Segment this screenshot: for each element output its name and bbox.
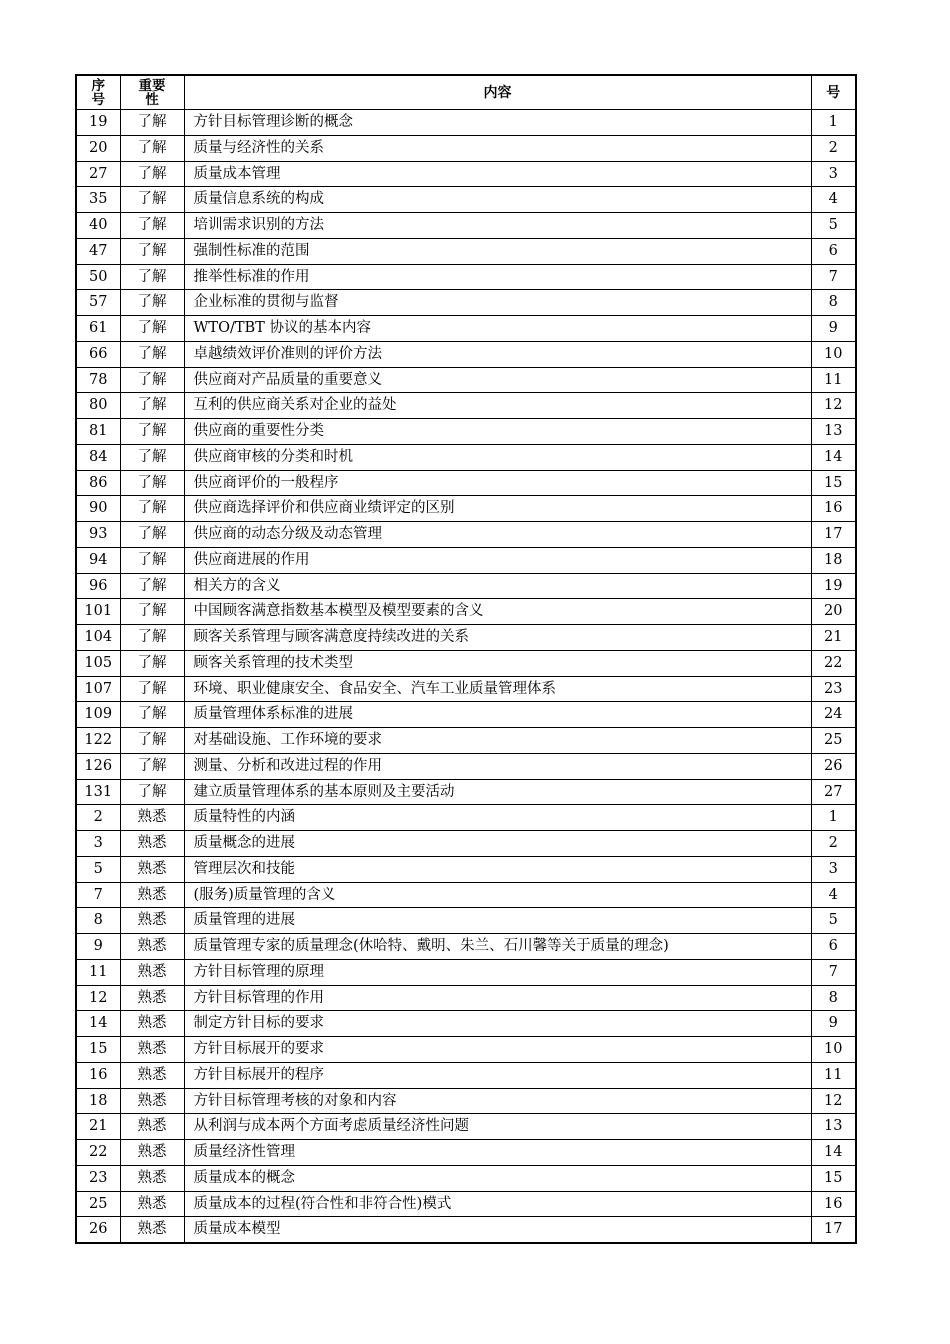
- row-content-cell: 企业标准的贯彻与监督: [184, 290, 811, 316]
- table-row: [76, 161, 856, 187]
- row-index-cell: 27: [76, 161, 120, 187]
- row-index-cell: 47: [76, 238, 120, 264]
- header-importance: [120, 75, 184, 110]
- row-importance-cell: 了解: [120, 444, 184, 470]
- row-number-cell: 10: [811, 1037, 856, 1063]
- row-importance-cell: 了解: [120, 393, 184, 419]
- row-importance-cell: 了解: [120, 753, 184, 779]
- row-importance-cell: 熟悉: [120, 1114, 184, 1140]
- row-importance-cell: 熟悉: [120, 831, 184, 857]
- table-row: [76, 882, 856, 908]
- row-content-cell: 质量概念的进展: [184, 831, 811, 857]
- row-content-cell: 建立质量管理体系的基本原则及主要活动: [184, 779, 811, 805]
- row-content-cell: 培训需求识别的方法: [184, 213, 811, 239]
- row-number-cell: 1: [811, 805, 856, 831]
- row-number-cell: 11: [811, 1062, 856, 1088]
- row-number-cell: 2: [811, 135, 856, 161]
- row-content-cell: 质量成本模型: [184, 1217, 811, 1243]
- table-row: [76, 496, 856, 522]
- row-number-cell: 14: [811, 444, 856, 470]
- row-index-cell: 50: [76, 264, 120, 290]
- row-importance-cell: 了解: [120, 547, 184, 573]
- header-number: 号: [811, 75, 856, 110]
- row-index-cell: 101: [76, 599, 120, 625]
- row-number-cell: 6: [811, 238, 856, 264]
- row-importance-cell: 熟悉: [120, 1062, 184, 1088]
- table-row: [76, 728, 856, 754]
- table-row: [76, 702, 856, 728]
- row-number-cell: 16: [811, 1191, 856, 1217]
- table-row: [76, 1191, 856, 1217]
- row-importance-cell: 了解: [120, 264, 184, 290]
- table-row: [76, 1037, 856, 1063]
- table-row: [76, 1062, 856, 1088]
- row-content-cell: 质量成本的概念: [184, 1165, 811, 1191]
- table-row: [76, 625, 856, 651]
- row-index-cell: 93: [76, 522, 120, 548]
- row-importance-cell: 了解: [120, 470, 184, 496]
- table-row: [76, 522, 856, 548]
- row-importance-cell: 了解: [120, 316, 184, 342]
- row-importance-cell: 了解: [120, 290, 184, 316]
- row-number-cell: 2: [811, 831, 856, 857]
- row-index-cell: 80: [76, 393, 120, 419]
- row-index-cell: 20: [76, 135, 120, 161]
- row-number-cell: 13: [811, 1114, 856, 1140]
- row-number-cell: 11: [811, 367, 856, 393]
- row-content-cell: 方针目标管理诊断的概念: [184, 110, 811, 136]
- row-importance-cell: 熟悉: [120, 882, 184, 908]
- row-number-cell: 8: [811, 290, 856, 316]
- header-index-line2: 号: [91, 91, 105, 108]
- row-content-cell: 环境、职业健康安全、食品安全、汽车工业质量管理体系: [184, 676, 811, 702]
- row-index-cell: 8: [76, 908, 120, 934]
- row-content-cell: 顾客关系管理的技术类型: [184, 650, 811, 676]
- table-row: [76, 367, 856, 393]
- row-index-cell: 2: [76, 805, 120, 831]
- row-number-cell: 19: [811, 573, 856, 599]
- row-importance-cell: 了解: [120, 676, 184, 702]
- row-number-cell: 6: [811, 934, 856, 960]
- row-number-cell: 4: [811, 187, 856, 213]
- table-row: [76, 650, 856, 676]
- table-row: [76, 110, 856, 136]
- row-importance-cell: 了解: [120, 213, 184, 239]
- row-index-cell: 86: [76, 470, 120, 496]
- row-importance-cell: 熟悉: [120, 934, 184, 960]
- row-content-cell: 质量管理专家的质量理念(休哈特、戴明、朱兰、石川馨等关于质量的理念): [184, 934, 811, 960]
- row-content-cell: 顾客关系管理与顾客满意度持续改进的关系: [184, 625, 811, 651]
- table-body: [76, 110, 856, 1244]
- row-number-cell: 13: [811, 419, 856, 445]
- row-index-cell: 81: [76, 419, 120, 445]
- row-index-cell: 90: [76, 496, 120, 522]
- row-number-cell: 1: [811, 110, 856, 136]
- row-importance-cell: 了解: [120, 419, 184, 445]
- row-number-cell: 7: [811, 959, 856, 985]
- table-row: [76, 779, 856, 805]
- table-row: [76, 599, 856, 625]
- row-index-cell: 94: [76, 547, 120, 573]
- row-content-cell: 供应商评价的一般程序: [184, 470, 811, 496]
- table-row: [76, 1165, 856, 1191]
- row-content-cell: 供应商审核的分类和时机: [184, 444, 811, 470]
- row-index-cell: 26: [76, 1217, 120, 1243]
- table-row: [76, 985, 856, 1011]
- table-row: [76, 187, 856, 213]
- table-row: [76, 135, 856, 161]
- table-row: [76, 393, 856, 419]
- row-index-cell: 22: [76, 1140, 120, 1166]
- row-index-cell: 5: [76, 856, 120, 882]
- row-number-cell: 27: [811, 779, 856, 805]
- row-content-cell: 对基础设施、工作环境的要求: [184, 728, 811, 754]
- row-content-cell: 强制性标准的范围: [184, 238, 811, 264]
- row-content-cell: 方针目标展开的要求: [184, 1037, 811, 1063]
- table-header: [76, 75, 856, 110]
- table-row: [76, 1140, 856, 1166]
- row-content-cell: 管理层次和技能: [184, 856, 811, 882]
- row-importance-cell: 了解: [120, 728, 184, 754]
- table-row: [76, 908, 856, 934]
- row-importance-cell: 熟悉: [120, 805, 184, 831]
- row-number-cell: 20: [811, 599, 856, 625]
- row-number-cell: 12: [811, 393, 856, 419]
- row-importance-cell: 了解: [120, 779, 184, 805]
- row-importance-cell: 了解: [120, 702, 184, 728]
- row-importance-cell: 了解: [120, 187, 184, 213]
- row-number-cell: 14: [811, 1140, 856, 1166]
- row-importance-cell: 了解: [120, 135, 184, 161]
- row-content-cell: 质量特性的内涵: [184, 805, 811, 831]
- row-number-cell: 22: [811, 650, 856, 676]
- row-index-cell: 19: [76, 110, 120, 136]
- row-content-cell: 供应商进展的作用: [184, 547, 811, 573]
- row-number-cell: 12: [811, 1088, 856, 1114]
- header-importance-line2: 性: [145, 91, 159, 108]
- row-content-cell: 质量与经济性的关系: [184, 135, 811, 161]
- header-row: [76, 75, 856, 110]
- header-index-line1: 序: [91, 77, 105, 94]
- row-number-cell: 9: [811, 316, 856, 342]
- row-content-cell: 方针目标管理考核的对象和内容: [184, 1088, 811, 1114]
- row-content-cell: 卓越绩效评价准则的评价方法: [184, 341, 811, 367]
- row-number-cell: 3: [811, 161, 856, 187]
- knowledge-points-table: [75, 74, 857, 1244]
- row-index-cell: 126: [76, 753, 120, 779]
- table-row: [76, 213, 856, 239]
- row-index-cell: 96: [76, 573, 120, 599]
- row-number-cell: 23: [811, 676, 856, 702]
- row-number-cell: 21: [811, 625, 856, 651]
- row-index-cell: 122: [76, 728, 120, 754]
- table-row: [76, 753, 856, 779]
- table-row: [76, 341, 856, 367]
- header-content: 内容: [184, 75, 811, 110]
- row-number-cell: 18: [811, 547, 856, 573]
- row-importance-cell: 了解: [120, 110, 184, 136]
- row-content-cell: 供应商对产品质量的重要意义: [184, 367, 811, 393]
- row-content-cell: 相关方的含义: [184, 573, 811, 599]
- row-number-cell: 16: [811, 496, 856, 522]
- row-index-cell: 78: [76, 367, 120, 393]
- row-importance-cell: 熟悉: [120, 1165, 184, 1191]
- row-number-cell: 15: [811, 1165, 856, 1191]
- row-importance-cell: 了解: [120, 238, 184, 264]
- row-index-cell: 7: [76, 882, 120, 908]
- row-index-cell: 61: [76, 316, 120, 342]
- row-importance-cell: 了解: [120, 341, 184, 367]
- row-index-cell: 84: [76, 444, 120, 470]
- row-content-cell: 质量管理体系标准的进展: [184, 702, 811, 728]
- row-index-cell: 57: [76, 290, 120, 316]
- row-index-cell: 15: [76, 1037, 120, 1063]
- table-row: [76, 959, 856, 985]
- row-content-cell: 质量成本的过程(符合性和非符合性)模式: [184, 1191, 811, 1217]
- row-index-cell: 14: [76, 1011, 120, 1037]
- row-importance-cell: 熟悉: [120, 856, 184, 882]
- row-content-cell: 方针目标展开的程序: [184, 1062, 811, 1088]
- table-row: [76, 831, 856, 857]
- row-importance-cell: 了解: [120, 522, 184, 548]
- row-importance-cell: 了解: [120, 599, 184, 625]
- table-row: [76, 676, 856, 702]
- row-index-cell: 12: [76, 985, 120, 1011]
- row-content-cell: 中国顾客满意指数基本模型及模型要素的含义: [184, 599, 811, 625]
- table-row: [76, 419, 856, 445]
- row-index-cell: 109: [76, 702, 120, 728]
- table-row: [76, 805, 856, 831]
- table-row: [76, 573, 856, 599]
- row-index-cell: 16: [76, 1062, 120, 1088]
- row-content-cell: 质量成本管理: [184, 161, 811, 187]
- table-row: [76, 290, 856, 316]
- row-content-cell: 从利润与成本两个方面考虑质量经济性问题: [184, 1114, 811, 1140]
- row-importance-cell: 了解: [120, 367, 184, 393]
- row-content-cell: 制定方针目标的要求: [184, 1011, 811, 1037]
- row-index-cell: 11: [76, 959, 120, 985]
- row-importance-cell: 熟悉: [120, 1037, 184, 1063]
- row-number-cell: 26: [811, 753, 856, 779]
- row-number-cell: 25: [811, 728, 856, 754]
- row-importance-cell: 熟悉: [120, 1011, 184, 1037]
- row-importance-cell: 熟悉: [120, 985, 184, 1011]
- row-number-cell: 15: [811, 470, 856, 496]
- row-number-cell: 7: [811, 264, 856, 290]
- row-importance-cell: 了解: [120, 625, 184, 651]
- row-importance-cell: 熟悉: [120, 1140, 184, 1166]
- row-number-cell: 5: [811, 908, 856, 934]
- row-number-cell: 24: [811, 702, 856, 728]
- table-row: [76, 934, 856, 960]
- row-index-cell: 40: [76, 213, 120, 239]
- row-number-cell: 17: [811, 522, 856, 548]
- row-importance-cell: 了解: [120, 573, 184, 599]
- row-content-cell: 互利的供应商关系对企业的益处: [184, 393, 811, 419]
- table-row: [76, 316, 856, 342]
- table-row: [76, 856, 856, 882]
- row-content-cell: 供应商的重要性分类: [184, 419, 811, 445]
- row-importance-cell: 熟悉: [120, 1217, 184, 1243]
- row-importance-cell: 熟悉: [120, 908, 184, 934]
- row-index-cell: 21: [76, 1114, 120, 1140]
- table-row: [76, 1088, 856, 1114]
- table-row: [76, 238, 856, 264]
- table-row: [76, 444, 856, 470]
- row-number-cell: 17: [811, 1217, 856, 1243]
- row-number-cell: 5: [811, 213, 856, 239]
- row-importance-cell: 了解: [120, 496, 184, 522]
- row-number-cell: 3: [811, 856, 856, 882]
- row-index-cell: 105: [76, 650, 120, 676]
- row-content-cell: 测量、分析和改进过程的作用: [184, 753, 811, 779]
- row-index-cell: 3: [76, 831, 120, 857]
- row-number-cell: 10: [811, 341, 856, 367]
- row-number-cell: 8: [811, 985, 856, 1011]
- row-content-cell: 推举性标准的作用: [184, 264, 811, 290]
- row-content-cell: 质量经济性管理: [184, 1140, 811, 1166]
- row-content-cell: 供应商选择评价和供应商业绩评定的区别: [184, 496, 811, 522]
- table-row: [76, 470, 856, 496]
- row-index-cell: 9: [76, 934, 120, 960]
- row-index-cell: 18: [76, 1088, 120, 1114]
- row-importance-cell: 了解: [120, 650, 184, 676]
- table-row: [76, 1114, 856, 1140]
- row-content-cell: 方针目标管理的作用: [184, 985, 811, 1011]
- header-index: [76, 75, 120, 110]
- header-importance-line1: 重要: [138, 77, 166, 94]
- row-importance-cell: 熟悉: [120, 1191, 184, 1217]
- row-index-cell: 107: [76, 676, 120, 702]
- table-row: [76, 547, 856, 573]
- row-content-cell: WTO/TBT 协议的基本内容: [184, 316, 811, 342]
- row-importance-cell: 了解: [120, 161, 184, 187]
- row-index-cell: 35: [76, 187, 120, 213]
- table-row: [76, 1011, 856, 1037]
- row-number-cell: 9: [811, 1011, 856, 1037]
- row-content-cell: 供应商的动态分级及动态管理: [184, 522, 811, 548]
- row-content-cell: 质量管理的进展: [184, 908, 811, 934]
- row-number-cell: 4: [811, 882, 856, 908]
- row-index-cell: 23: [76, 1165, 120, 1191]
- row-index-cell: 131: [76, 779, 120, 805]
- row-index-cell: 66: [76, 341, 120, 367]
- row-content-cell: (服务)质量管理的含义: [184, 882, 811, 908]
- row-index-cell: 104: [76, 625, 120, 651]
- row-importance-cell: 熟悉: [120, 959, 184, 985]
- row-content-cell: 方针目标管理的原理: [184, 959, 811, 985]
- row-content-cell: 质量信息系统的构成: [184, 187, 811, 213]
- table-row: [76, 1217, 856, 1243]
- row-importance-cell: 熟悉: [120, 1088, 184, 1114]
- table-row: [76, 264, 856, 290]
- row-index-cell: 25: [76, 1191, 120, 1217]
